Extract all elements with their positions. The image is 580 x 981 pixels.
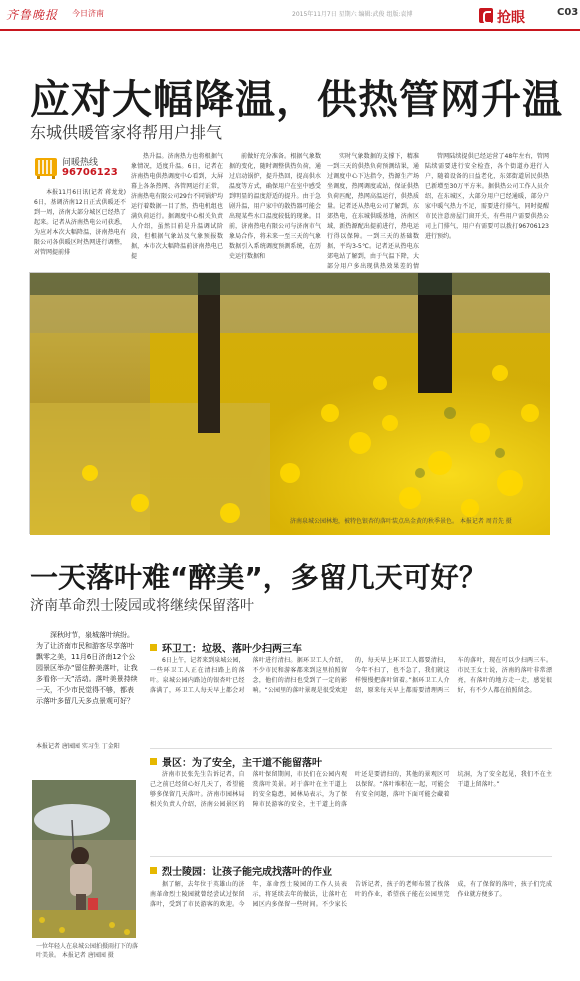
bullet-square-icon: [150, 644, 157, 651]
umbrella-photo: [32, 780, 136, 938]
column-tag-label: 抢眼: [497, 10, 525, 26]
masthead-rule: [0, 29, 580, 31]
umbrella-photo-caption: 一位年轻人在泉城公园拍摄雨打下的落叶美景。 本报记者 唐园园 摄: [36, 943, 139, 959]
hotline-box: [34, 152, 119, 184]
ginkgo-leaves-image: [30, 273, 550, 535]
section-divider: [150, 748, 552, 749]
section-1-title: 环卫工：垃圾、落叶少扫两三车: [150, 640, 302, 655]
umbrella-photo-image: [32, 780, 136, 938]
section-2-body: 济南市民张先生告诉记者，自己之前已经留心好几天了，希望能够多保留几天落叶。济南市园林局相关负责人介绍，济南公园景区的落叶保留期间，市民们在公园内观赏落叶美景。对于落叶在主干道上的安全隐患，园林局表示，为了保障市民游客的安全，主干道上的落叶还是要清扫的，其他的景观区可以保留。“落叶堆积在一起，可能会有安全问题，落叶下面可能会藏着坑洞，为了安全起见，我们不在主干道上留落叶。”: [150, 771, 552, 808]
column-tag-icon: [479, 8, 493, 23]
article2-byline: 本报记者 唐园园 实习生 丁金阳: [36, 743, 120, 750]
section-3-title: 烈士陵园：让孩子能完成找落叶的作业: [150, 863, 332, 878]
heater-icon: [34, 154, 58, 180]
section-3-body: 据了解，去年位于英雄山的济南革命烈士陵园就曾经尝试过保留落叶，受到了市民游客的欢迎。今年，革命烈士陵园的工作人员表示，将延续去年的做法，让落叶在园区内多保留一些时间。不少家长告诉记者，孩子的老师布置了找落叶的作业，希望孩子能在公园里完成，有了保留的落叶，孩子们完成作业就方便多了。: [150, 881, 552, 908]
bullet-square-icon: [150, 867, 157, 874]
article1-column-5: 管网陆续提供已经运营了48年左右，管网陆续需要进行安全检查，各个街道办进行入户，随着设备的日益老化，东郊街道居民供热已新增至30万平方米。据供热公司工作人员介绍，在东城区，大部分用户已经通暖，部分户家中暖气热力不足，需要进行排气，同时提醒市民注意房屋门窗开关，有些用户需要供热公司上门排气，用户有需要可以拨打96706123进行预约。: [425, 153, 549, 240]
bullet-square-icon: [150, 758, 157, 765]
column-tag: [475, 5, 555, 27]
article1-column-3: 前做好充分准备。根据气象数据的变化，随时调整供热负荷，通过启动锅炉，提升热回，提高供水温度等方式，确保用户在室中感受到明显的温度舒适的提升。由于急剧升温，用户家中的散热器可能会出现某些水口温度较低的现象。目前，济南热电有限公司与济南市气象局合作，将未来一至三天的气象数据引入系统调度预测系统，在历史运行数据和: [229, 153, 321, 260]
article2-headline: 一天落叶难“醉美”，多留几天可好？: [30, 561, 487, 594]
section-1-body: 6日上午，记者来到泉城公园，一些环卫工人正在清扫路上的落叶。泉城公园内路边的银杏叶已经落满了，环卫工人每天早上都会对落叶进行清扫。据环卫工人介绍，不少市民和游客都来到这里拍照留念，他们的清扫也受到了一定的影响。“公园里的落叶景观是很受欢迎的，每天早上环卫工人都要清扫，今年不扫了，也不急了，我们就这样慢慢把落叶留着。”据环卫工人介绍，原来每天早上都需要清理两三车的落叶，现在可以少扫两三车。市民王女士说，济南的落叶非常漂亮，有落叶的地方走一走，感觉很好，有不少人都在拍照留念。: [150, 657, 552, 694]
section-divider: [150, 856, 552, 857]
section-2-title: 景区：为了安全，主干道不能留落叶: [150, 754, 322, 769]
page-number: C03: [557, 7, 579, 18]
hotline-label: 问暖热线: [62, 158, 99, 168]
article1-column-1: 本报11月6日讯(记者 蒋龙龙) 6日，基调济南12日正式供暖还不到一周，济南大部分城区已经热了起来。记者从济南热电公司获悉，为应对本次大幅降温，济南热电有限公司各供暖区时热网进行调整，对管网提前排: [34, 189, 126, 256]
article1-headline: 应对大幅降温，供热管网升温: [30, 77, 563, 123]
article1-subhead: 东城供暖管家将帮用户排气: [30, 123, 223, 142]
article1-column-2: 热升温。济南热力也将根据气象情况，适度升温。6日，记者在济南热电供热调度中心看到，大屏幕上各条热网、各管网运行正常，济南热电有限公司29台不同锅炉均运行着数据一目了然，热电机组也满负荷运行。据调度中心相关负责人介绍，虽然目前是升温调试阶段，但根据气象站及气象预报数据，本市次大幅降温前济南热电已提: [131, 153, 223, 260]
section-name: 今日济南: [72, 9, 104, 18]
article2-subhead: 济南革命烈士陵园或将继续保留落叶: [30, 598, 254, 614]
ginkgo-leaves-photo: [29, 272, 549, 534]
date-line: 2015年11月7日 星期六 编辑:武俊 组版:袁博: [292, 11, 413, 18]
newspaper-logo: 齐鲁晚报: [6, 8, 59, 22]
masthead: [0, 0, 580, 30]
photo-caption: 济南泉城公园林地，被特色银杏的落叶装点出金黄的秋季景色。 本报记者 周青先 摄: [290, 518, 512, 525]
article2-lead: 深秋时节，泉城落叶缤纷。为了让济南市民和游客尽享落叶飘零之美，11月6日济南12个公园景区举办“留住醉美落叶，让我多看你一天”活动。落叶美景持续一天，不少市民觉得不够，都表示落叶多留几天多点景观可好？: [36, 631, 138, 705]
hotline-number: 96706123: [62, 167, 118, 178]
article1-column-4: 实时气象数据的支撑下，精准一到三天的供热负荷预测结果，通过调度中心下达指令，热源生产场坐调度，热网调度或站，保证供热负荷匹配，热网高温运行，供热质量。记者还从热电公司了解到，东郊热电，在东城供暖基地，济南区域，新热源配出提前进行，热电运行得以保障。一到三天的基础数据，平均3-5℃。记者还从热电东郊电站了解到，由于气温下降，大部分用户多出现供热效果差的情: [327, 153, 419, 270]
